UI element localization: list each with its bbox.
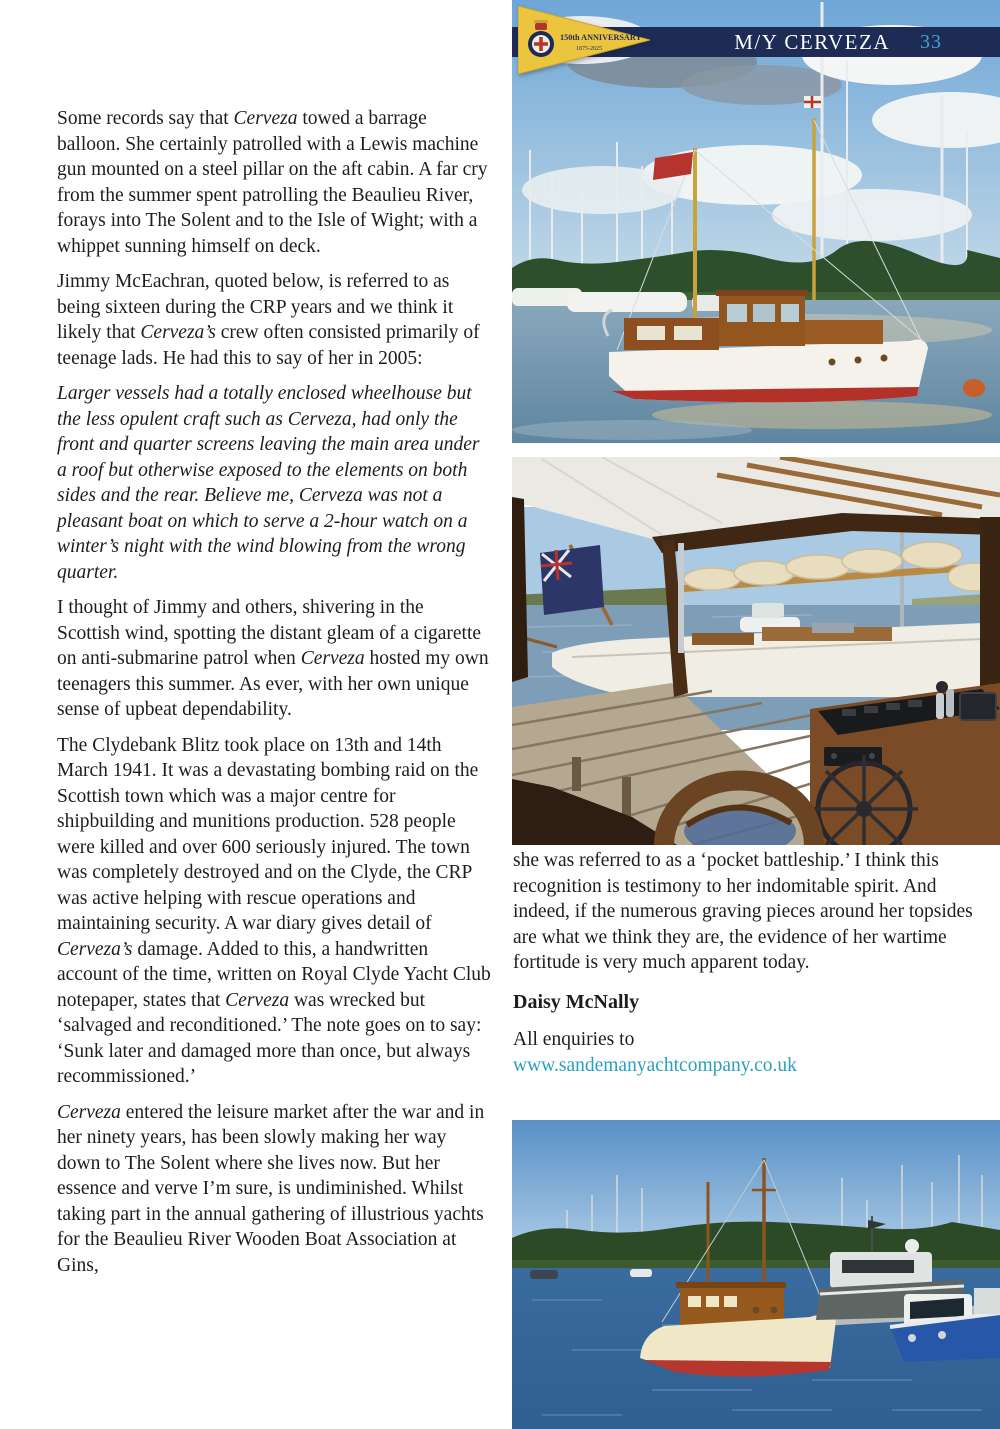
photo-wheelhouse-view: [512, 457, 1000, 845]
helm-console: [810, 681, 1000, 845]
fore-cabin: [805, 320, 883, 344]
article-left-column: [57, 106, 491, 1288]
enquiries-link[interactable]: www.sandemanyachtcompany.co.uk: [513, 1054, 797, 1076]
wheelhouse-roof: [716, 290, 808, 296]
anniversary-pennant-icon: [518, 6, 650, 74]
enquiries-label: All enquiries to: [513, 1029, 635, 1050]
blue-launch: [890, 1288, 1000, 1362]
windscreen-post: [678, 543, 684, 653]
article-paragraph: I thought of Jimmy and others, shivering in the Scottish wind, spotting the distant gleam of a cigarette on anti-submarine patrol when Cerveza hosted my own teenagers this summer. As ever, with her own unique sense of upbeat dependability.: [57, 597, 489, 720]
article-paragraph: Jimmy McEachran, quoted below, is referred to as being sixteen during the CRP years and we think it likely that Cerveza’s crew often consisted primarily of teenage lads. He had this to say of her in 2005:: [57, 271, 480, 369]
page-number: 33: [920, 30, 942, 53]
cabin-roof: [676, 1282, 786, 1288]
article-paragraph: Cerveza entered the leisure market after the war and in her ninety years, has been slowly making her way down to The Solent where she lives now. But her essence and verve I’m sure, is undiminished. Whilst taking part in the annual gathering of illustrious yachts for the Beaulieu River Wooden Boat Association at Gins,: [57, 1101, 485, 1276]
page-title: M/Y CERVEZA: [734, 29, 890, 54]
article-paragraph: Some records say that Cerveza towed a barrage balloon. She certainly patrolled with a Lewis machine gun mounted on a steel pillar on the aft cabin. A far cry from the summer spent patrolling the Beaulieu River, forays into The Solent and to the Isle of Wight; with a whippet sunning himself on deck.: [57, 108, 488, 257]
article-right-column: [513, 848, 991, 1078]
mooring-buoy: [963, 379, 985, 397]
pennant-line1: 150th ANNIVERSARY: [560, 33, 642, 42]
mizzen-flag: [804, 96, 821, 108]
article-paragraph: The Clydebank Blitz took place on 13th and 14th March 1941. It was a devastating bombing raid on the Scottish town which was a major centre for shipbuilding and munitions production. 528 people were killed and over 600 seriously injured. The town was completely destroyed and on the Clyde, the CRP was active helping with rescue operations and maintaining security. A war diary gives detail of Cerveza’s damage. Added to this, a handwritten account of the time, written on Royal Clyde Yacht Club notepaper, states that Cerveza was wrecked but ‘salvaged and reconditioned.’ The note goes on to say: ‘Sunk later and damaged more than once, but always recommissioned.’: [57, 734, 491, 1087]
photo-cerveza-bow: [512, 1120, 1000, 1429]
window-right-frame: [980, 517, 1000, 689]
article-paragraph: she was referred to as a ‘pocket battleship.’ I think this recognition is testimony to her indomitable spirit. And indeed, if the numerous graving pieces around her topsides are what we think they are, the evidence of her wartime fortitude is very much apparent today.: [513, 850, 973, 973]
pennant-line2: 1875-2025: [576, 46, 602, 52]
author-byline: Daisy McNally: [513, 990, 640, 1013]
pull-quote: Larger vessels had a totally enclosed wheelhouse but the less opulent craft such as Cerveza, had only the front and quarter screens leaving the main area under a roof but otherwise exposed to the elements on both sides and the rear. Believe me, Cerveza was not a pleasant boat on which to serve a 2-hour watch on a winter’s night with the wind blowing from the wrong quarter.: [57, 383, 480, 583]
enquiries-block: [513, 1027, 991, 1078]
raymarine-display: [960, 693, 996, 720]
